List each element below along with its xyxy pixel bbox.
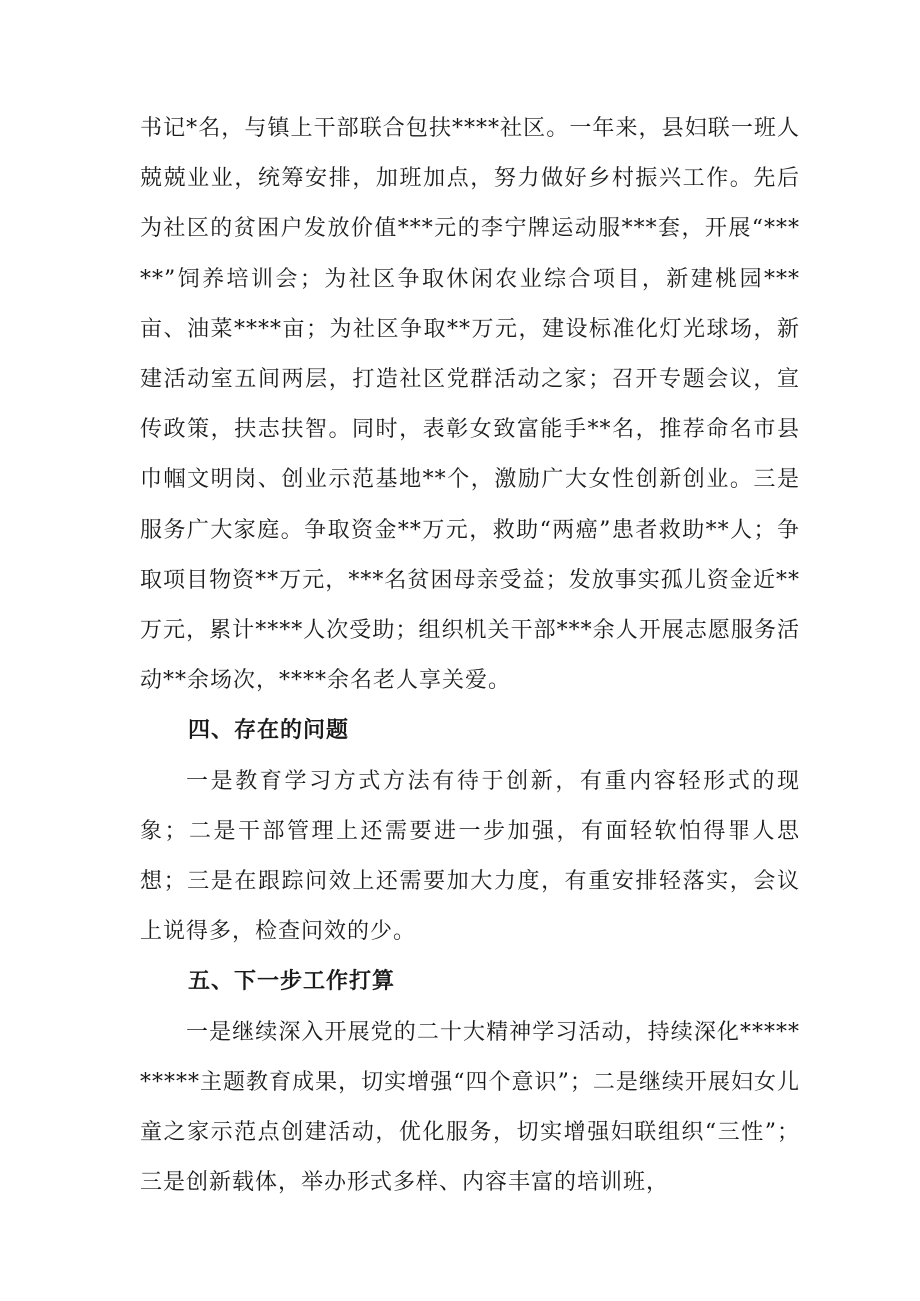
document-body [140, 104, 800, 1208]
body-paragraph-1: 书记*名，与镇上干部联合包扶****社区。一年来，县妇联一班人兢兢业业，统筹安排，加班加点，努力做好乡村振兴工作。先后为社区的贫困户发放价值***元的李宁牌运动服***套，开展“*****”饲养培训会；为社区争取休闲农业综合项目，新建桃园***亩、油菜****亩；为社区争取**万元，建设标准化灯光球场，新建活动室五间两层，打造社区党群活动之家；召开专题会议，宣传政策，扶志扶智。同时，表彰女致富能手**名，推荐命名市县巾帼文明岗、创业示范基地**个，激励广大女性创新创业。三是服务广大家庭。争取资金**万元，救助“两癌”患者救助**人；争取项目物资**万元，***名贫困母亲受益；发放事实孤儿资金近**万元，累计****人次受助；组织机关干部***余人开展志愿服务活动**余场次，****余名老人享关爱。 [140, 116, 800, 694]
section-heading-4: 四、存在的问题 [188, 718, 350, 744]
body-paragraph-2: 一是教育学习方式方法有待于创新，有重内容轻形式的现象；二是干部管理上还需要进一步加强，有面轻软怕得罪人思想；三是在跟踪问效上还需要加大力度，有重安排轻落实，会议上说得多，检查问效的少。 [140, 768, 800, 945]
body-paragraph-3: 一是继续深入开展党的二十大精神学习活动，持续深化**********主题教育成果，切实增强“四个意识”；二是继续开展妇女儿童之家示范点创建活动，优化服务，切实增强妇联组织“三性”；三是创新载体，举办形式多样、内容丰富的培训班， [140, 1019, 800, 1196]
section-heading-5: 五、下一步工作打算 [188, 969, 396, 995]
